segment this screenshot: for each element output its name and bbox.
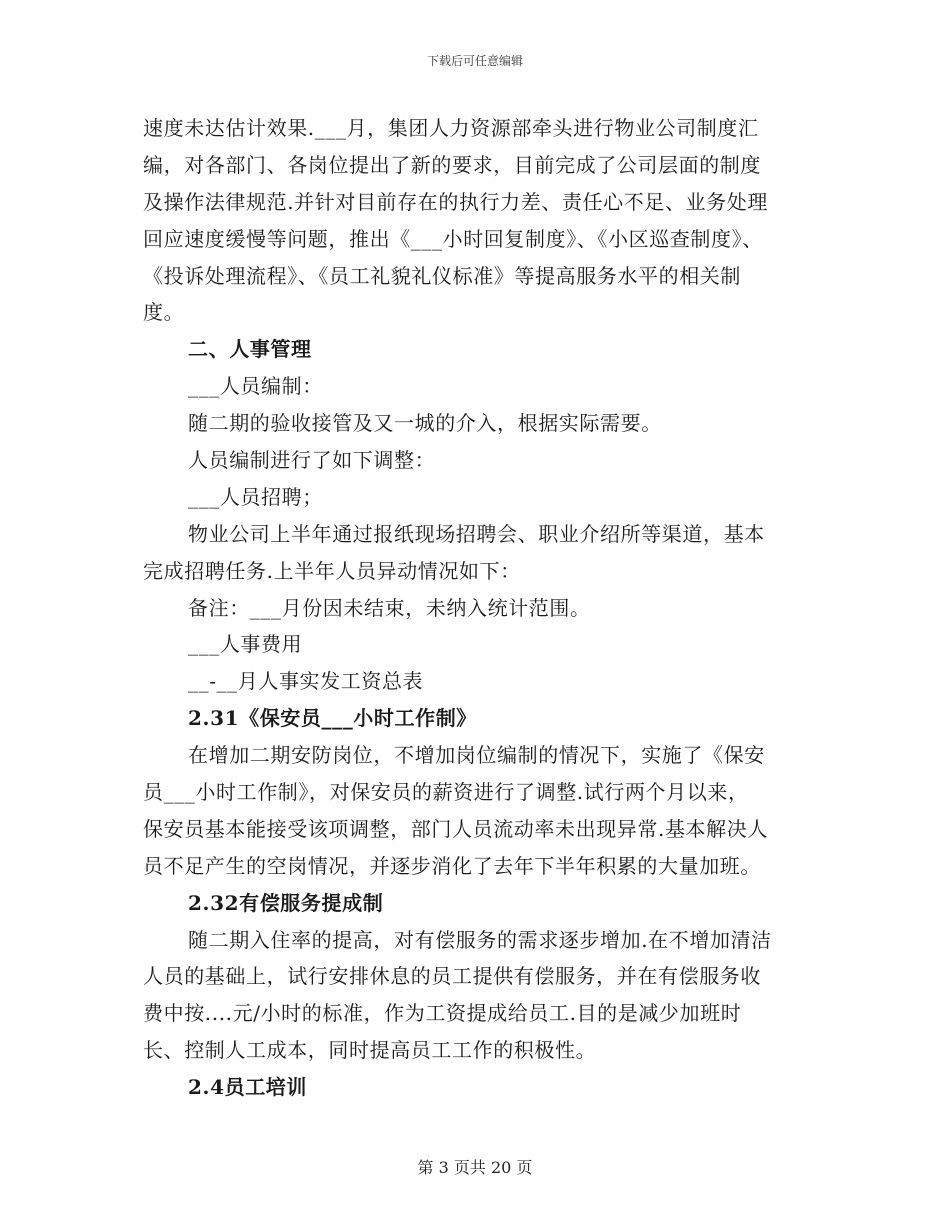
body-line: 费中按....元/小时的标准，作为工资提成给员工.目的是减少加班时 (143, 1001, 742, 1026)
body-line: ___人员编制： (188, 374, 323, 399)
body-line: 度。 (143, 300, 185, 325)
body-line: 回应速度缓慢等问题，推出《___小时回复制度》、《小区巡查制度》、 (143, 226, 763, 251)
body-line: 备注：___月份因未结束，未纳入统计范围。 (188, 595, 591, 620)
body-line: 长、控制人工成本，同时提高员工工作的积极性。 (143, 1038, 597, 1063)
body-line: 编，对各部门、各岗位提出了新的要求，目前完成了公司层面的制度 (143, 152, 761, 177)
body-line: 速度未达估计效果.___月，集团人力资源部牵头进行物业公司制度汇 (143, 116, 759, 140)
document-body (143, 110, 808, 1106)
body-line: 人员的基础上，试行安排休息的员工提供有偿服务，并在有偿服务收 (143, 964, 761, 989)
body-line: 员___小时工作制》，对保安员的薪资进行了调整.试行两个月以来， (143, 780, 749, 805)
page-header: 下载后可任意编辑 (426, 54, 523, 68)
body-line: 完成招聘任务.上半年人员异动情况如下： (143, 558, 521, 583)
body-line: 物业公司上半年通过报纸现场招聘会、职业介绍所等渠道，基本 (188, 521, 765, 546)
section-heading: 2.31《保安员___小时工作制》 (188, 706, 477, 731)
page-footer: 第 3 页共 20 页 (417, 1158, 533, 1177)
section-heading: 二、人事管理 (188, 337, 312, 362)
body-line: 在增加二期安防岗位，不增加岗位编制的情况下，实施了《保安 (188, 743, 765, 768)
section-heading: 2.4员工培训 (188, 1075, 307, 1100)
body-line: 《投诉处理流程》、《员工礼貌礼仪标准》等提高服务水平的相关制 (143, 263, 741, 288)
body-line: 随二期入住率的提高，对有偿服务的需求逐步增加.在不增加清洁 (188, 927, 772, 952)
body-line: 保安员基本能接受该项调整，部门人员流动率未出现异常.基本解决人 (143, 816, 768, 841)
body-line: 随二期的验收接管及又一城的介入，根据实际需要。 (188, 411, 662, 436)
body-line: ___人事费用 (188, 632, 303, 657)
section-heading: 2.32有偿服务提成制 (188, 890, 384, 915)
body-line: ___人员招聘； (188, 484, 323, 509)
body-line: 人员编制进行了如下调整： (188, 448, 436, 473)
body-line: 员不足产生的空岗情况，并逐步消化了去年下半年积累的大量加班。 (143, 853, 761, 878)
body-line: 及操作法律规范.并针对目前存在的执行力差、责任心不足、业务处理 (143, 189, 768, 214)
body-line: __-__月人事实发工资总表 (188, 669, 424, 694)
